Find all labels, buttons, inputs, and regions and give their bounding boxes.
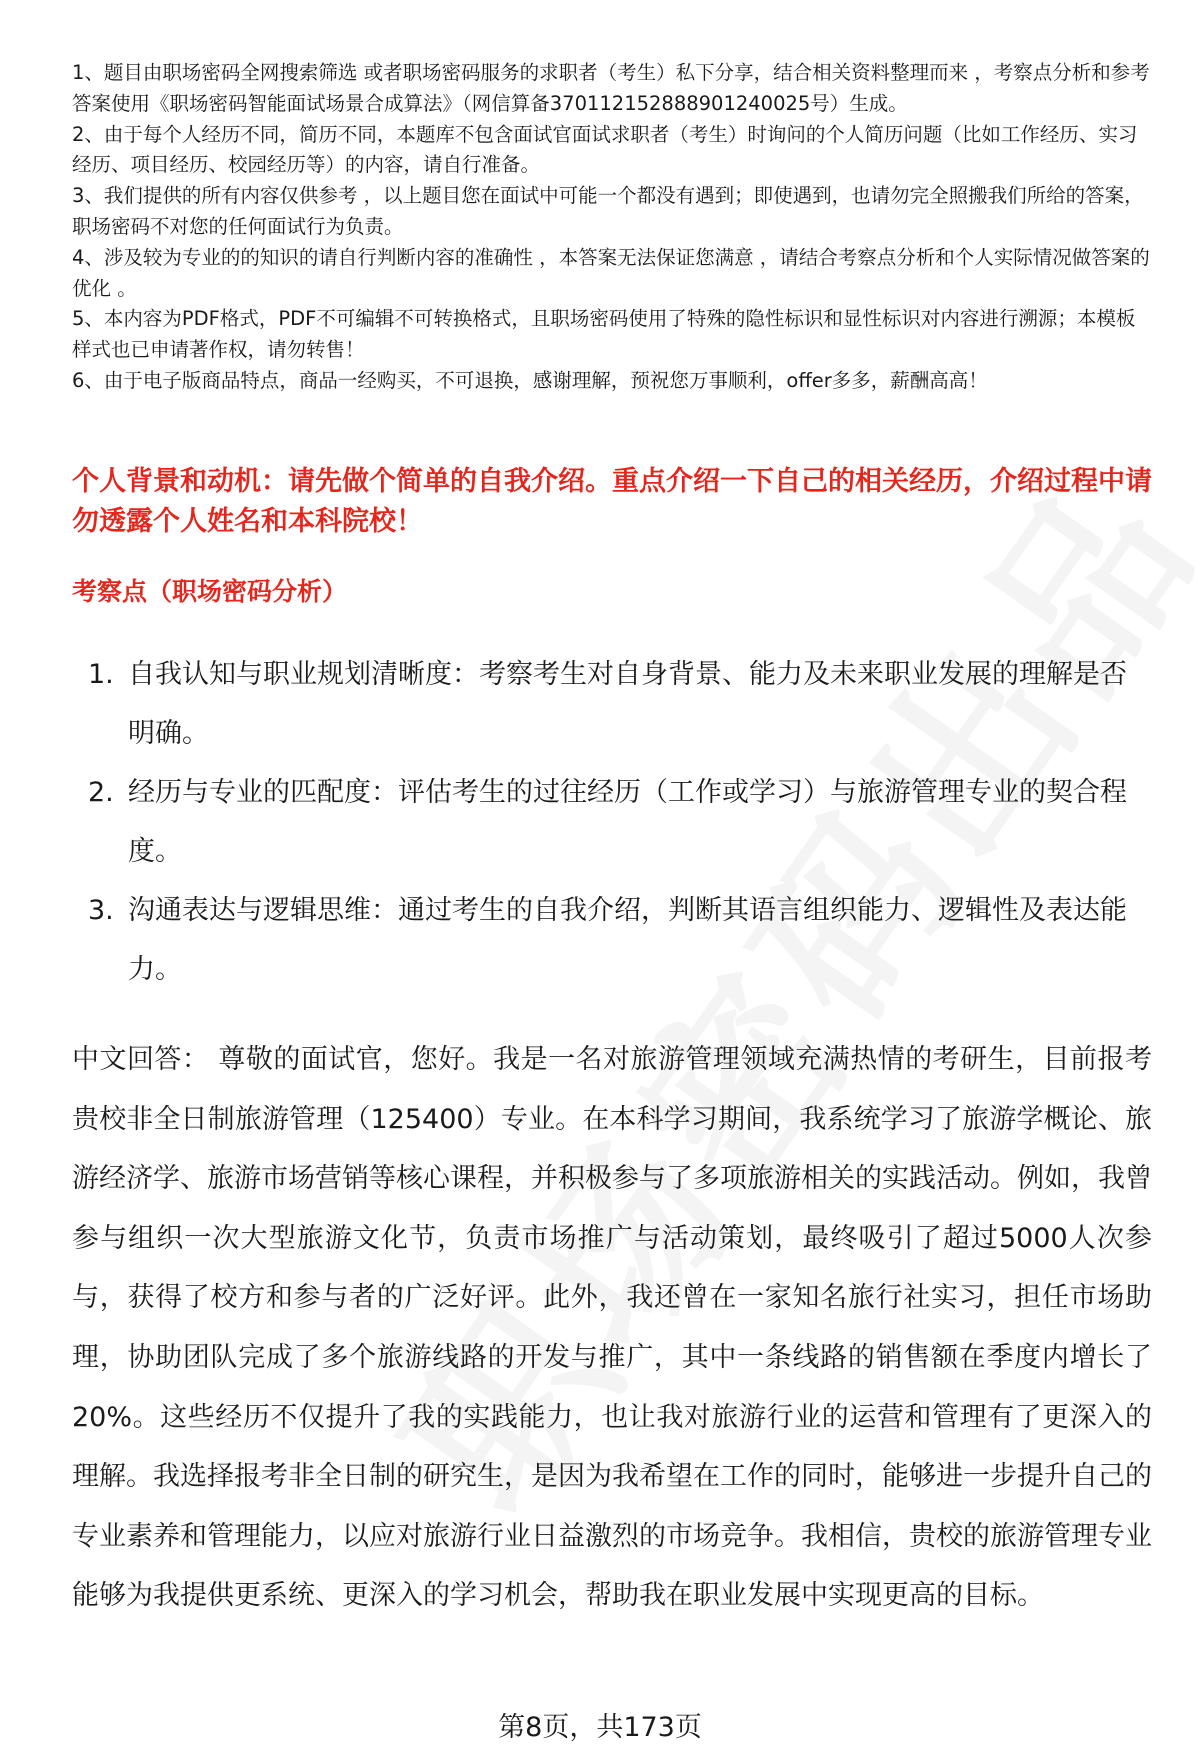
disclaimer-note: 3、我们提供的所有内容仅供参考 ，以上题目您在面试中可能一个都没有遇到；即使遇到，也请勿完全照搬我们所给的答案，职场密码不对您的任何面试行为负责。 (72, 184, 1144, 238)
disclaimer-note: 4、涉及较为专业的的知识的请自行判断内容的准确性 ，本答案无法保证您满意 ，请结合考察点分析和个人实际情况做答案的优化 。 (72, 245, 1150, 300)
disclaimer-note: 5、本内容为PDF格式，PDF不可编辑不可转换格式，且职场密码使用了特殊的隐性标识和显性标识对内容进行溯源；本模板样式也已申请著作权，请勿转售！ (72, 307, 1136, 362)
analysis-point-number: 1. (88, 659, 114, 690)
disclaimer-notes (72, 58, 1150, 397)
disclaimer-note: 1、题目由职场密码全网搜索筛选 或者职场密码服务的求职者（考生）私下分享，结合相关资料整理而来 ，考察点分析和参考答案使用《职场密码智能面试场景合成算法》（网信算备370112152888901240025号）生成。 (72, 61, 1150, 115)
analysis-point-number: 2. (88, 777, 114, 808)
analysis-point-number: 3. (88, 895, 114, 926)
disclaimer-note: 2、由于每个人经历不同，简历不同，本题库不包含面试官面试求职者（考生）时询问的个人简历问题（比如工作经历、实习经历、项目经历、校园经历等）的内容，请自行准备。 (72, 122, 1138, 177)
analysis-point-text: 经历与专业的匹配度：评估考生的过往经历（工作或学习）与旅游管理专业的契合程度。 (128, 777, 1127, 867)
page-number: 第8页，共173页 (498, 1712, 702, 1743)
analysis-point (72, 645, 1152, 763)
analysis-point (72, 881, 1152, 999)
analysis-title: 考察点（职场密码分析） (72, 577, 348, 606)
analysis-point-text: 自我认知与职业规划清晰度：考察考生对自身背景、能力及未来职业发展的理解是否明确。 (128, 659, 1127, 749)
disclaimer-note: 6、由于电子版商品特点，商品一经购买，不可退换，感谢理解，预祝您万事顺利，offer多多，薪酬高高！ (72, 368, 988, 392)
interview-question: 个人背景和动机：请先做个简单的自我介绍。重点介绍一下自己的相关经历，介绍过程中请勿透露个人姓名和本科院校！ (72, 466, 1152, 537)
analysis-point (72, 763, 1152, 881)
analysis-point-text: 沟通表达与逻辑思维：通过考生的自我介绍，判断其语言组织能力、逻辑性及表达能力。 (128, 895, 1127, 985)
answer-paragraph: 中文回答： 尊敬的面试官，您好。我是一名对旅游管理领域充满热情的考研生，目前报考贵校非全日制旅游管理（125400）专业。在本科学习期间，我系统学习了旅游学概论、旅游经济学、旅游市场营销等核心课程，并积极参与了多项旅游相关的实践活动。例如，我曾参与组织一次大型旅游文化节，负责市场推广与活动策划，最终吸引了超过5000人次参与，获得了校方和参与者的广泛好评。此外，我还曾在一家知名旅行社实习，担任市场助理，协助团队完成了多个旅游线路的开发与推广，其中一条线路的销售额在季度内增长了20%。这些经历不仅提升了我的实践能力，也让我对旅游行业的运营和管理有了更深入的理解。我选择报考非全日制的研究生，是因为我希望在工作的同时，能够进一步提升自己的专业素养和管理能力，以应对旅游行业日益激烈的市场竞争。我相信，贵校的旅游管理专业能够为我提供更系统、更深入的学习机会，帮助我在职业发展中实现更高的目标。 (72, 1044, 1152, 1612)
analysis-points-list (72, 645, 1152, 999)
